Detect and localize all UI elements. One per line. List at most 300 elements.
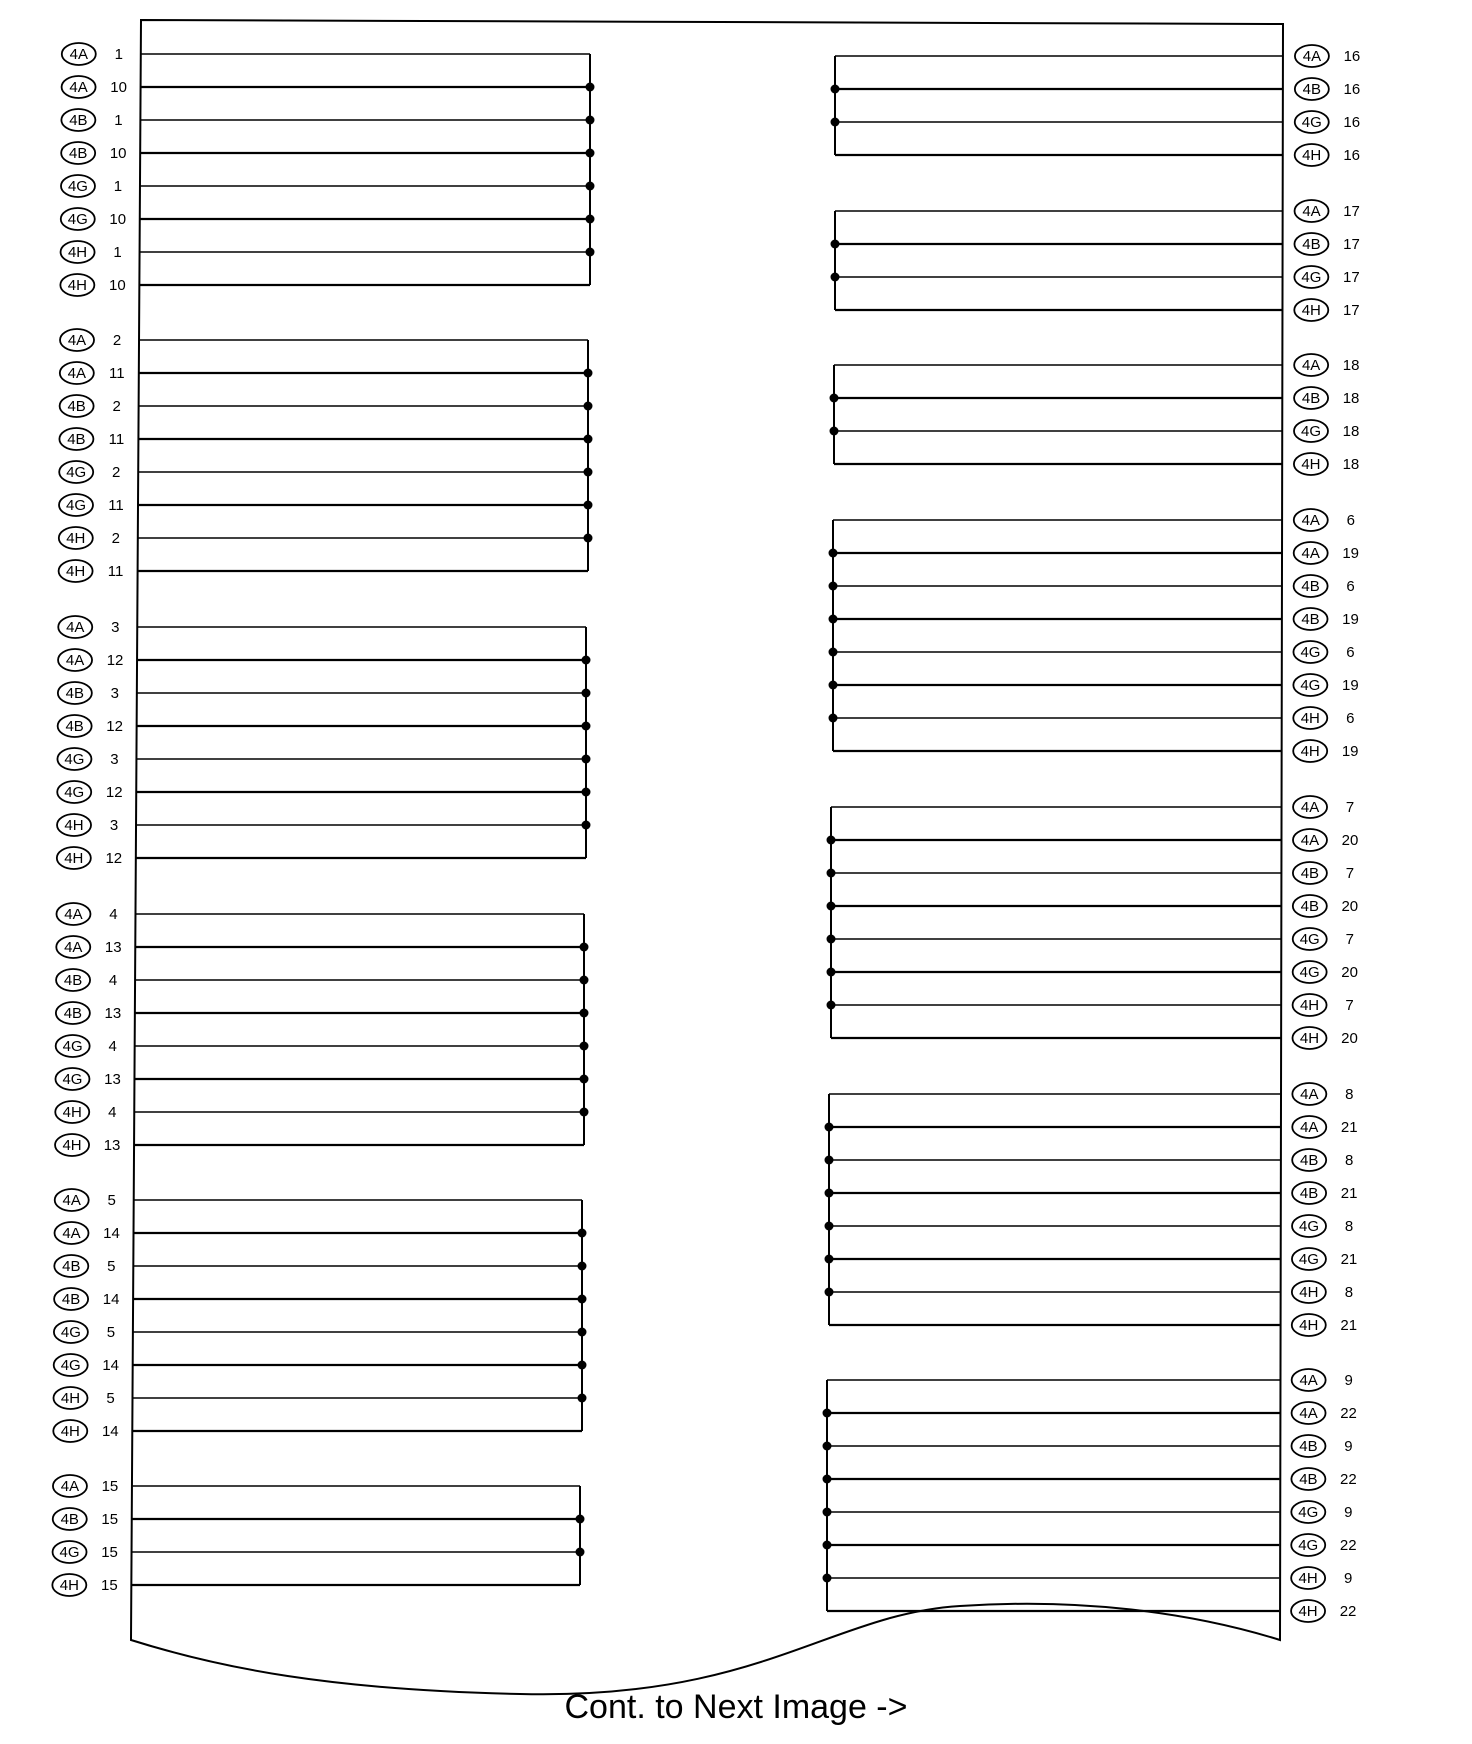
connector-label-4B-5	[54, 1255, 115, 1277]
pin-number: 2	[112, 398, 121, 415]
connector-label-4A-3	[58, 616, 119, 638]
splice-dot	[580, 1042, 589, 1051]
pin-number: 8	[1344, 1218, 1354, 1235]
splice-dot	[580, 1075, 589, 1084]
pin-number: 7	[1345, 865, 1355, 882]
connector-code: 4H	[64, 850, 84, 867]
connector-code: 4B	[1299, 1185, 1319, 1202]
splice-dot	[825, 1288, 834, 1297]
connector-code: 4H	[1299, 1317, 1319, 1334]
connector-code: 4G	[62, 1038, 83, 1055]
pin-number: 9	[1344, 1504, 1353, 1521]
connector-code: 4B	[1302, 81, 1322, 98]
pin-number: 9	[1344, 1438, 1353, 1455]
pin-number: 15	[101, 1478, 119, 1495]
splice-dot	[578, 1328, 587, 1337]
pin-number: 7	[1345, 931, 1354, 948]
connector-code: 4G	[60, 1324, 81, 1341]
connector-label-4G-15	[53, 1541, 118, 1563]
connector-code: 4G	[1299, 964, 1320, 981]
connector-label-4B-22	[1291, 1468, 1356, 1490]
pin-number: 6	[1346, 710, 1355, 727]
wire-group-18	[830, 354, 1360, 475]
connector-label-4B-15	[53, 1508, 118, 1530]
pin-number: 10	[110, 79, 127, 96]
wire-group-9	[823, 1369, 1357, 1622]
connector-label-4G-8	[1292, 1215, 1353, 1237]
connector-label-4A-4	[56, 903, 117, 925]
connector-code: 4G	[1301, 114, 1322, 131]
connector-label-4A-16	[1295, 45, 1360, 67]
splice-dot	[827, 968, 836, 977]
pin-number: 3	[110, 751, 119, 768]
wire-group-6	[829, 509, 1360, 762]
connector-label-4A-12	[58, 649, 123, 671]
connector-code: 4B	[1299, 1471, 1318, 1488]
connector-code: 4G	[1301, 269, 1322, 286]
connector-label-4B-1	[61, 109, 122, 131]
splice-dot	[584, 369, 593, 378]
connector-label-4H-4	[55, 1101, 116, 1123]
connector-code: 4B	[65, 718, 84, 735]
connector-code: 4A	[69, 46, 88, 63]
connector-label-4H-13	[55, 1134, 120, 1156]
pin-number: 14	[102, 1291, 120, 1308]
connector-code: 4H	[1299, 1030, 1320, 1047]
connector-label-4G-7	[1293, 928, 1354, 950]
pin-number: 1	[114, 112, 123, 129]
connector-code: 4B	[61, 1291, 81, 1308]
connector-label-4G-19	[1293, 674, 1358, 696]
connector-label-4H-5	[53, 1387, 114, 1409]
splice-dot	[829, 582, 838, 591]
connector-code: 4B	[1300, 865, 1320, 882]
splice-dot	[582, 656, 591, 665]
connector-label-4H-20	[1292, 1027, 1357, 1049]
connector-code: 4H	[64, 817, 84, 834]
pin-number: 20	[1341, 898, 1359, 915]
connector-label-4A-13	[56, 936, 121, 958]
pin-number: 2	[112, 464, 121, 481]
splice-dot	[831, 273, 840, 282]
pin-number: 3	[109, 817, 119, 834]
connector-label-4G-16	[1295, 111, 1360, 133]
connector-code: 4A	[65, 652, 85, 669]
pin-number: 11	[108, 497, 124, 514]
splice-dot	[586, 215, 595, 224]
pin-number: 14	[103, 1225, 120, 1242]
connector-label-4B-8	[1292, 1149, 1353, 1171]
connector-label-4B-21	[1292, 1182, 1357, 1204]
connector-label-4B-4	[56, 969, 117, 991]
connector-label-4G-13	[55, 1068, 120, 1090]
connector-code: 4B	[1302, 236, 1321, 253]
connector-code: 4A	[64, 906, 83, 923]
splice-dot	[582, 755, 591, 764]
pin-number: 13	[104, 1071, 121, 1088]
connector-code: 4G	[66, 464, 87, 481]
splice-dot	[827, 836, 836, 845]
connector-code: 4G	[64, 751, 85, 768]
pin-number: 3	[111, 619, 120, 636]
connector-label-4B-2	[60, 395, 121, 417]
connector-code: 4H	[67, 277, 87, 294]
connector-code: 4G	[60, 1357, 81, 1374]
connector-label-4H-14	[53, 1420, 118, 1442]
splice-dot	[582, 821, 591, 830]
splice-dot	[825, 1255, 834, 1264]
connector-code: 4H	[1301, 302, 1321, 319]
connector-label-4G-12	[57, 781, 122, 803]
connector-label-4G-2	[59, 461, 120, 483]
connector-label-4H-7	[1293, 994, 1354, 1016]
splice-dot	[829, 648, 838, 657]
connector-code: 4A	[64, 939, 83, 956]
splice-dot	[582, 788, 591, 797]
pin-number: 16	[1343, 81, 1361, 98]
splice-dot	[578, 1229, 587, 1238]
pin-number: 21	[1340, 1317, 1358, 1334]
splice-dot	[578, 1262, 587, 1271]
splice-dot	[831, 240, 840, 249]
connector-label-4G-5	[54, 1321, 115, 1343]
pin-number: 6	[1346, 578, 1355, 595]
pin-number: 18	[1342, 423, 1360, 440]
connector-code: 4B	[63, 972, 83, 989]
connector-code: 4H	[67, 244, 88, 261]
pin-number: 17	[1342, 302, 1360, 319]
pin-number: 1	[113, 178, 123, 195]
connector-label-4G-21	[1292, 1248, 1357, 1270]
connector-label-4G-10	[61, 208, 126, 230]
splice-dot	[578, 1361, 587, 1370]
connector-code: 4H	[66, 530, 86, 547]
connector-label-4H-15	[52, 1574, 117, 1596]
connector-code: 4A	[67, 365, 87, 382]
continuation-note: Cont. to Next Image ->	[564, 1688, 908, 1726]
pin-number: 1	[113, 244, 122, 261]
connector-code: 4H	[1300, 743, 1320, 760]
connector-label-4H-6	[1293, 707, 1354, 729]
connector-code: 4A	[1300, 832, 1320, 849]
splice-dot	[580, 943, 589, 952]
connector-label-4B-10	[61, 142, 126, 164]
pin-number: 18	[1342, 456, 1360, 473]
splice-dot	[578, 1295, 587, 1304]
connector-label-4H-10	[60, 274, 125, 296]
connector-label-4G-6	[1293, 641, 1354, 663]
connector-label-4H-8	[1292, 1281, 1353, 1303]
connector-code: 4B	[67, 398, 86, 415]
splice-dot	[584, 435, 593, 444]
connector-code: 4B	[65, 685, 85, 702]
pin-number: 16	[1343, 147, 1361, 164]
pin-number: 2	[111, 530, 120, 547]
connector-code: 4B	[69, 112, 88, 129]
connector-code: 4A	[1300, 1086, 1319, 1103]
connector-code: 4A	[1301, 545, 1320, 562]
pin-number: 11	[109, 365, 125, 382]
pin-number: 21	[1340, 1185, 1358, 1202]
splice-dot	[584, 501, 593, 510]
connector-label-4G-22	[1291, 1534, 1356, 1556]
splice-dot	[831, 118, 840, 127]
connector-code: 4G	[64, 784, 85, 801]
connector-code: 4H	[60, 1423, 80, 1440]
wire-group-7	[827, 796, 1359, 1049]
connector-code: 4H	[60, 1390, 81, 1407]
connector-code: 4G	[1299, 1218, 1320, 1235]
connector-label-4H-18	[1294, 453, 1359, 475]
connector-code: 4H	[1302, 147, 1322, 164]
splice-dot	[586, 182, 595, 191]
connector-label-4G-1	[61, 175, 122, 197]
pin-number: 7	[1345, 997, 1354, 1014]
connector-label-4G-20	[1293, 961, 1358, 983]
connector-label-4A-10	[62, 76, 127, 98]
splice-dot	[586, 149, 595, 158]
wire-group-16	[831, 45, 1361, 166]
pin-number: 10	[109, 211, 127, 228]
connector-label-4G-4	[56, 1035, 117, 1057]
connector-code: 4A	[1299, 1405, 1318, 1422]
pin-number: 5	[107, 1258, 116, 1275]
connector-label-4H-11	[59, 560, 124, 582]
connector-code: 4H	[62, 1104, 82, 1121]
pin-number: 22	[1339, 1537, 1357, 1554]
connector-code: 4A	[67, 332, 87, 349]
connector-code: 4B	[1300, 1152, 1319, 1169]
splice-dot	[582, 689, 591, 698]
pin-number: 16	[1343, 114, 1361, 131]
pin-number: 7	[1345, 799, 1355, 816]
pin-number: 10	[109, 277, 126, 294]
connector-label-4A-14	[55, 1222, 120, 1244]
connector-code: 4H	[1301, 456, 1321, 473]
pin-number: 14	[102, 1357, 120, 1374]
pin-number: 21	[1340, 1251, 1358, 1268]
splice-dot	[829, 615, 838, 624]
pin-number: 22	[1340, 1405, 1357, 1422]
connector-label-4G-9	[1291, 1501, 1352, 1523]
connector-label-4H-3	[57, 814, 118, 836]
pin-number: 13	[104, 939, 122, 956]
connector-label-4B-18	[1294, 387, 1359, 409]
connector-label-4A-9	[1292, 1369, 1353, 1391]
connector-code: 4A	[62, 1225, 81, 1242]
connector-code: 4B	[1300, 898, 1319, 915]
connector-label-4A-6	[1294, 509, 1355, 531]
splice-dot	[823, 1442, 832, 1451]
pin-number: 13	[104, 1005, 122, 1022]
splice-dot	[580, 1009, 589, 1018]
splice-dot	[586, 248, 595, 257]
pin-number: 19	[1341, 743, 1359, 760]
connector-code: 4A	[1300, 799, 1320, 816]
connector-code: 4A	[1299, 1372, 1318, 1389]
connector-code: 4B	[68, 145, 88, 162]
splice-dot	[576, 1548, 585, 1557]
connector-label-4G-11	[59, 494, 124, 516]
pin-number: 22	[1340, 1471, 1357, 1488]
connector-code: 4B	[1301, 611, 1320, 628]
connector-code: 4G	[1298, 1251, 1319, 1268]
connector-code: 4B	[67, 431, 86, 448]
splice-dot	[584, 534, 593, 543]
pin-number: 19	[1342, 545, 1360, 562]
connector-label-4B-11	[59, 428, 124, 450]
splice-dot	[830, 394, 839, 403]
splice-dot	[830, 427, 839, 436]
connector-code: 4H	[59, 1577, 79, 1594]
pin-number: 18	[1342, 390, 1360, 407]
splice-dot	[827, 935, 836, 944]
connector-code: 4H	[1299, 997, 1320, 1014]
pin-number: 22	[1339, 1603, 1357, 1620]
connector-label-4A-20	[1293, 829, 1358, 851]
pin-number: 4	[108, 1104, 117, 1121]
connector-label-4H-1	[61, 241, 122, 263]
connector-label-4G-17	[1294, 266, 1359, 288]
pin-number: 20	[1341, 1030, 1358, 1047]
connector-label-4H-21	[1292, 1314, 1357, 1336]
pin-number: 15	[101, 1511, 119, 1528]
connector-label-4H-2	[59, 527, 120, 549]
connector-label-4B-12	[58, 715, 123, 737]
pin-number: 4	[109, 906, 118, 923]
splice-dot	[580, 976, 589, 985]
splice-dot	[823, 1475, 832, 1484]
pin-number: 1	[114, 46, 123, 63]
connector-code: 4A	[1302, 203, 1321, 220]
connector-label-4G-18	[1294, 420, 1359, 442]
connector-label-4A-8	[1292, 1083, 1353, 1105]
splice-dot	[829, 549, 838, 558]
connector-code: 4A	[60, 1478, 80, 1495]
splice-dot	[582, 722, 591, 731]
pin-number: 12	[105, 850, 123, 867]
connector-code: 4H	[66, 563, 86, 580]
connector-code: 4B	[1299, 1438, 1318, 1455]
splice-dot	[827, 902, 836, 911]
connector-code: 4G	[1300, 423, 1322, 440]
pin-number: 11	[108, 431, 125, 448]
pin-number: 9	[1344, 1372, 1353, 1389]
connector-label-4H-12	[57, 847, 122, 869]
pin-number: 18	[1342, 357, 1360, 374]
pin-number: 10	[109, 145, 127, 162]
connector-label-4B-9	[1291, 1435, 1352, 1457]
connector-label-4H-17	[1294, 299, 1359, 321]
splice-dot	[578, 1394, 587, 1403]
pin-number: 20	[1341, 832, 1359, 849]
connector-code: 4A	[66, 619, 85, 636]
pin-number: 20	[1341, 964, 1358, 981]
connector-label-4A-1	[62, 43, 123, 65]
pin-number: 5	[106, 1324, 116, 1341]
connector-label-4B-19	[1294, 608, 1359, 630]
connector-label-4A-5	[55, 1189, 116, 1211]
pin-number: 2	[112, 332, 122, 349]
connector-label-4B-16	[1295, 78, 1360, 100]
connector-code: 4B	[62, 1258, 81, 1275]
pin-number: 4	[108, 972, 118, 989]
splice-dot	[829, 681, 838, 690]
connector-label-4B-17	[1294, 233, 1359, 255]
pin-number: 3	[110, 685, 120, 702]
connector-label-4B-6	[1294, 575, 1355, 597]
pin-number: 19	[1342, 611, 1359, 628]
pin-number: 17	[1343, 269, 1360, 286]
splice-dot	[829, 714, 838, 723]
connector-code: 4A	[1302, 48, 1322, 65]
splice-dot	[580, 1108, 589, 1117]
pin-number: 9	[1343, 1570, 1353, 1587]
connector-code: 4H	[1300, 710, 1320, 727]
splice-dot	[584, 402, 593, 411]
connector-label-4A-11	[60, 362, 125, 384]
connector-label-4A-22	[1292, 1402, 1357, 1424]
connector-label-4A-19	[1294, 542, 1359, 564]
connector-code: 4A	[69, 79, 88, 96]
pin-number: 14	[101, 1423, 119, 1440]
connector-code: 4G	[1299, 931, 1320, 948]
connector-code: 4A	[62, 1192, 81, 1209]
splice-dot	[823, 1541, 832, 1550]
connector-label-4H-19	[1293, 740, 1358, 762]
connector-code: 4G	[62, 1071, 83, 1088]
connector-code: 4G	[1300, 644, 1321, 661]
pin-number: 15	[100, 1577, 118, 1594]
connector-label-4G-14	[54, 1354, 119, 1376]
connector-code: 4A	[1300, 1119, 1319, 1136]
connector-label-4A-15	[53, 1475, 118, 1497]
connector-label-4A-21	[1292, 1116, 1357, 1138]
pin-number: 8	[1345, 1152, 1354, 1169]
pin-number: 12	[105, 784, 123, 801]
connector-label-4G-3	[57, 748, 118, 770]
connector-code: 4G	[67, 211, 88, 228]
connector-code: 4H	[1299, 1284, 1319, 1301]
splice-dot	[825, 1156, 834, 1165]
pin-number: 8	[1345, 1086, 1354, 1103]
connector-label-4A-2	[60, 329, 121, 351]
splice-dot	[576, 1515, 585, 1524]
pin-number: 6	[1346, 512, 1355, 529]
wire-group-8	[825, 1083, 1358, 1336]
pin-number: 5	[107, 1192, 116, 1209]
connector-code: 4A	[1301, 512, 1320, 529]
connector-code: 4B	[1301, 578, 1320, 595]
splice-dot	[823, 1508, 832, 1517]
pin-number: 5	[106, 1390, 115, 1407]
connector-code: 4G	[1298, 1504, 1319, 1521]
splice-dot	[831, 85, 840, 94]
pin-number: 12	[106, 718, 123, 735]
pin-number: 17	[1343, 203, 1360, 220]
splice-dot	[825, 1189, 834, 1198]
wire-group-17	[831, 200, 1360, 321]
connector-label-4B-13	[56, 1002, 121, 1024]
connector-code: 4A	[1301, 357, 1321, 374]
connector-label-4B-14	[54, 1288, 119, 1310]
connector-label-4B-7	[1293, 862, 1354, 884]
splice-dot	[827, 869, 836, 878]
pin-number: 15	[101, 1544, 118, 1561]
pin-number: 11	[107, 563, 124, 580]
connector-code: 4G	[1300, 677, 1321, 694]
pin-number: 6	[1346, 644, 1355, 661]
